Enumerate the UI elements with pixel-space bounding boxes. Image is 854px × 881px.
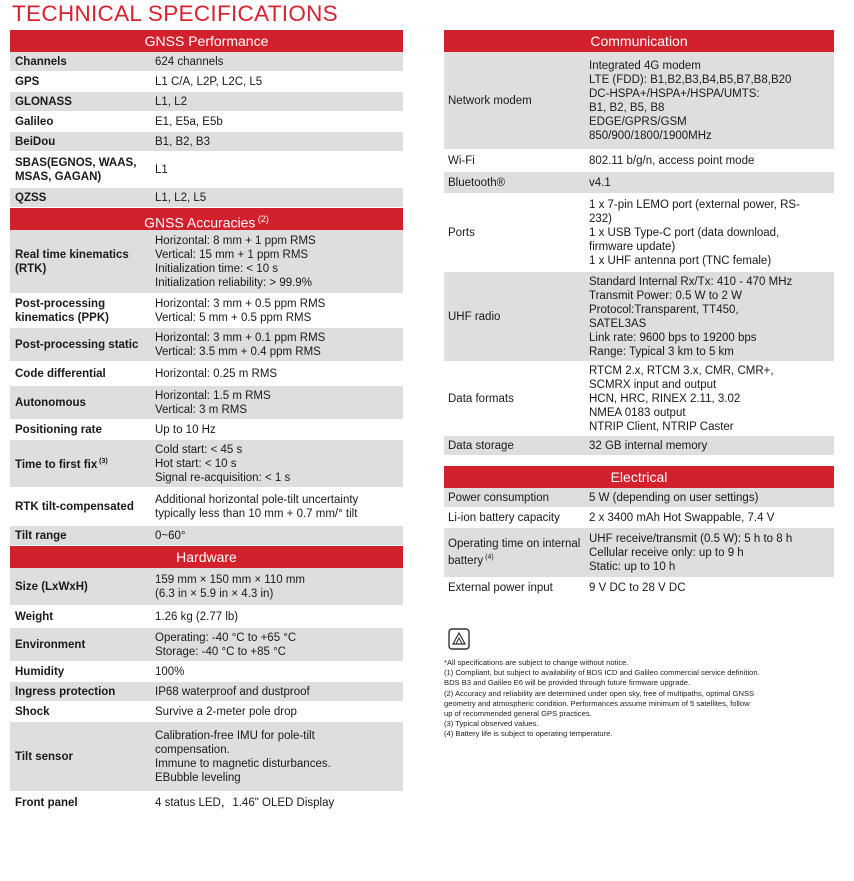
spec-row (10, 72, 403, 92)
spec-value (149, 234, 403, 290)
spec-label (10, 665, 149, 679)
spec-label (444, 226, 583, 240)
spec-value-line: Horizontal: 3 mm + 0.1 ppm RMS (155, 331, 326, 344)
spec-row (10, 386, 403, 420)
spec-value-line: Horizontal: 1.5 m RMS (155, 389, 271, 402)
spec-row (444, 528, 834, 578)
spec-value-line: Calibration-free IMU for pole-tilt (155, 729, 315, 742)
spec-value-line: Up to 10 Hz (155, 423, 216, 436)
section-heading (10, 30, 403, 52)
spec-row (444, 488, 834, 508)
spec-value (149, 796, 403, 810)
section-heading-footnote-ref: (2) (255, 214, 269, 224)
spec-value (149, 729, 403, 785)
spec-label-text: Front panel (15, 796, 78, 809)
spec-row (444, 436, 834, 456)
compliance-mark-icon (448, 628, 470, 650)
spec-label (444, 581, 583, 595)
spec-value (149, 367, 403, 381)
spec-value (149, 665, 403, 679)
spec-label-text: GPS (15, 75, 40, 88)
spec-value (149, 115, 403, 129)
spec-value-line: B1, B2, B3 (155, 135, 210, 148)
spec-value-line: Integrated 4G modem (589, 59, 701, 72)
spec-value-line: SCMRX input and output (589, 378, 717, 391)
left-spec-column (10, 30, 403, 814)
spec-value-line: EDGE/GPRS/GSM (589, 115, 687, 128)
spec-value-line: Survive a 2-meter pole drop (155, 705, 297, 718)
spec-value-line: Storage: -40 °C to +85 °C (155, 645, 286, 658)
spec-value-line: 850/900/1800/1900MHz (589, 129, 712, 142)
spec-label-text: Real time kinematics (RTK) (15, 248, 129, 275)
spec-value-line: IP68 waterproof and dustproof (155, 685, 310, 698)
spec-label-text: UHF radio (448, 310, 501, 323)
spec-value-line: 4 status LED，1.46" OLED Display (155, 796, 335, 809)
spec-label (10, 367, 149, 381)
spec-row (444, 150, 834, 172)
spec-value-line: Protocol:Transparent, TT450, (589, 303, 739, 316)
spec-value (149, 55, 403, 69)
spec-value (149, 75, 403, 89)
spec-label-footnote-ref: (3) (97, 458, 108, 466)
spec-value-line: HCN, HRC, RINEX 2.11, 3.02 (589, 392, 741, 405)
spec-label (10, 75, 149, 89)
spec-value-line: 5 W (depending on user settings) (589, 491, 759, 504)
spec-label (10, 638, 149, 652)
spec-value (583, 154, 834, 168)
spec-label (444, 176, 583, 190)
spec-value (583, 364, 834, 434)
spec-label (444, 491, 583, 505)
spec-value-line: 802.11 b/g/n, access point mode (589, 154, 755, 167)
spec-value (149, 610, 403, 624)
spec-value (583, 439, 834, 453)
spec-value (583, 491, 834, 505)
spec-value-line: Link rate: 9600 bps to 19200 bps (589, 331, 757, 344)
spec-value (583, 198, 834, 268)
spec-row (10, 662, 403, 682)
spec-value (149, 573, 403, 601)
spec-label (444, 439, 583, 453)
spec-value-line: 2 x 3400 mAh Hot Swappable, 7.4 V (589, 511, 775, 524)
spec-label (10, 115, 149, 129)
spec-row (10, 440, 403, 488)
spec-row (444, 578, 834, 598)
spec-label (444, 537, 583, 568)
spec-value (149, 331, 403, 359)
spec-label-text: Positioning rate (15, 423, 102, 436)
spec-label-text: Wi-Fi (448, 154, 475, 167)
spec-label (10, 191, 149, 205)
spec-value (583, 275, 834, 359)
spec-value-line: NMEA 0183 output (589, 406, 686, 419)
spec-value-line: Immune to magnetic disturbances. (155, 757, 331, 770)
spec-row (10, 328, 403, 362)
spec-value-line: Cellular receive only: up to 9 h (589, 546, 744, 559)
spec-label-text: Bluetooth® (448, 176, 506, 189)
spec-label (10, 685, 149, 699)
spec-value-line: 159 mm × 150 mm × 110 mm (155, 573, 305, 586)
spec-row (10, 606, 403, 628)
spec-label-text: Li-ion battery capacity (448, 511, 560, 524)
footnote-line: (4) Battery life is subject to operating temperature. (444, 729, 613, 739)
spec-value-line: SATEL3AS (589, 317, 647, 330)
spec-row (10, 152, 403, 188)
spec-label-text: Power consumption (448, 491, 549, 504)
spec-label (10, 135, 149, 149)
spec-value-line: 1 x UHF antenna port (TNC female) (589, 254, 772, 267)
spec-value-line: RTCM 2.x, RTCM 3.x, CMR, CMR+, (589, 364, 774, 377)
spec-label (10, 156, 149, 184)
spec-row (10, 628, 403, 662)
spec-value (149, 95, 403, 109)
spec-value-line: NTRIP Client, NTRIP Caster (589, 420, 734, 433)
spec-value (149, 423, 403, 437)
spec-row (10, 702, 403, 722)
spec-value-line: E1, E5a, E5b (155, 115, 223, 128)
spec-label (10, 423, 149, 437)
spec-value (583, 511, 834, 525)
spec-value-line: Static: up to 10 h (589, 560, 676, 573)
spec-value-line: compensation. (155, 743, 230, 756)
spec-value-line: L1, L2 (155, 95, 187, 108)
section-heading (10, 208, 403, 230)
spec-label-text: GLONASS (15, 95, 72, 108)
spec-value-line: Vertical: 5 mm + 0.5 ppm RMS (155, 311, 312, 324)
spec-value (149, 135, 403, 149)
spec-value-line: Initialization time: < 10 s (155, 262, 279, 275)
spec-label-text: SBAS(EGNOS, WAAS, MSAS, GAGAN) (15, 156, 137, 183)
spec-label (444, 511, 583, 525)
spec-value-line: UHF receive/transmit (0.5 W): 5 h to 8 h (589, 532, 793, 545)
footnote-line: BDS B3 and Galileo E6 will be provided through future firmware upgrade. (444, 678, 691, 688)
spec-value-line: Standard Internal Rx/Tx: 410 - 470 MHz (589, 275, 793, 288)
spec-row (10, 488, 403, 526)
spec-value (583, 176, 834, 190)
spec-value (149, 297, 403, 325)
spec-label (10, 580, 149, 594)
spec-label-text: Environment (15, 638, 86, 651)
spec-label-text: Weight (15, 610, 54, 623)
spec-value-line: 232) (589, 212, 613, 225)
spec-value (149, 493, 403, 521)
section-spacer (444, 456, 834, 466)
spec-label-text: Network modem (448, 94, 532, 107)
spec-label (10, 55, 149, 69)
spec-row (10, 294, 403, 328)
section-heading (444, 30, 834, 52)
spec-label-text: Shock (15, 705, 50, 718)
footnote-line: *All specifications are subject to change without notice. (444, 658, 629, 667)
spec-value-line: Horizontal: 3 mm + 0.5 ppm RMS (155, 297, 326, 310)
spec-label-footnote-ref: (4) (483, 554, 494, 562)
spec-label-text: Size (LxWxH) (15, 580, 88, 593)
spec-value-line: Horizontal: 0.25 m RMS (155, 367, 278, 380)
spec-row (444, 272, 834, 362)
spec-row (444, 172, 834, 194)
section-heading-text: Hardware (176, 549, 237, 565)
spec-label (444, 94, 583, 108)
spec-label (444, 392, 583, 406)
spec-label-text: Data storage (448, 439, 514, 452)
spec-label-text: Post-processing kinematics (PPK) (15, 297, 109, 324)
footnotes (444, 658, 844, 740)
footnote-line: (3) Typical observed values. (444, 719, 539, 729)
spec-label (10, 750, 149, 764)
spec-value-line: Signal re-acquisition: < 1 s (155, 471, 291, 484)
spec-value (149, 529, 403, 543)
spec-row (10, 792, 403, 814)
page-title: TECHNICAL SPECIFICATIONS (12, 1, 338, 26)
spec-row (444, 508, 834, 528)
spec-row (10, 722, 403, 792)
spec-row (10, 230, 403, 294)
spec-row (10, 682, 403, 702)
spec-value-line: 0~60° (155, 529, 186, 542)
spec-label (10, 95, 149, 109)
spec-label-text: BeiDou (15, 135, 56, 148)
spec-row (444, 194, 834, 272)
spec-value-line: v4.1 (589, 176, 611, 189)
right-spec-column (444, 30, 834, 598)
spec-value-line: Vertical: 3.5 mm + 0.4 ppm RMS (155, 345, 321, 358)
spec-label (10, 455, 149, 472)
spec-label (10, 610, 149, 624)
spec-value (149, 443, 403, 485)
spec-label (10, 338, 149, 352)
section-heading (10, 546, 403, 568)
spec-label (10, 396, 149, 410)
spec-value-line: L1 C/A, L2P, L2C, L5 (155, 75, 263, 88)
spec-value-line: L1 (155, 163, 168, 176)
spec-value-line: Cold start: < 45 s (155, 443, 243, 456)
spec-row (10, 92, 403, 112)
spec-value-line: Hot start: < 10 s (155, 457, 237, 470)
spec-row (10, 112, 403, 132)
spec-value-line: 624 channels (155, 55, 224, 68)
spec-label-text: QZSS (15, 191, 47, 204)
spec-label (10, 529, 149, 543)
spec-value-line: Vertical: 15 mm + 1 ppm RMS (155, 248, 309, 261)
spec-value (149, 191, 403, 205)
spec-value (149, 705, 403, 719)
footnote-line: up of recommended general GPS practices. (444, 709, 592, 719)
spec-row (10, 188, 403, 208)
spec-label-text: Galileo (15, 115, 54, 128)
spec-value-line: L1, L2, L5 (155, 191, 207, 204)
spec-label (10, 297, 149, 325)
spec-value-line: Operating: -40 °C to +65 °C (155, 631, 297, 644)
spec-label-text: Humidity (15, 665, 65, 678)
spec-value-line: LTE (FDD): B1,B2,B3,B4,B5,B7,B8,B20 (589, 73, 792, 86)
spec-value-line: Vertical: 3 m RMS (155, 403, 248, 416)
spec-value-line: EBubble leveling (155, 771, 241, 784)
spec-label (10, 500, 149, 514)
spec-value (149, 389, 403, 417)
spec-value-line: Transmit Power: 0.5 W to 2 W (589, 289, 742, 302)
section-heading-text: Communication (590, 33, 688, 49)
footnote-line: (1) Compliant, but subject to availability of BDS ICD and Galileo commercial service definition. (444, 668, 760, 678)
section-heading-text: Electrical (610, 469, 668, 485)
spec-row (444, 52, 834, 150)
spec-value-line: 1 x USB Type-C port (data download, (589, 226, 780, 239)
spec-label-text: Ingress protection (15, 685, 116, 698)
spec-value (149, 163, 403, 177)
spec-value (149, 685, 403, 699)
spec-row (10, 362, 403, 386)
spec-row (10, 420, 403, 440)
spec-label-text: Channels (15, 55, 67, 68)
spec-value-line: DC-HSPA+/HSPA+/HSPA/UMTS: (589, 87, 760, 100)
spec-label-text: Code differential (15, 367, 106, 380)
spec-label (444, 310, 583, 324)
spec-value-line: firmware update) (589, 240, 676, 253)
spec-label-text: Tilt sensor (15, 750, 73, 763)
spec-value-line: Horizontal: 8 mm + 1 ppm RMS (155, 234, 316, 247)
spec-label (10, 705, 149, 719)
spec-value-line: Additional horizontal pole-tilt uncertainty (155, 493, 359, 506)
spec-value-line: 1.26 kg (2.77 lb) (155, 610, 239, 623)
spec-value-line: Initialization reliability: > 99.9% (155, 276, 312, 289)
spec-label-text: Autonomous (15, 396, 86, 409)
spec-value-line: Range: Typical 3 km to 5 km (589, 345, 734, 358)
spec-row (444, 362, 834, 436)
spec-value (583, 532, 834, 574)
spec-row (10, 526, 403, 546)
spec-label-text: External power input (448, 581, 553, 594)
section-heading-text: GNSS Performance (144, 33, 269, 49)
spec-value-line: typically less than 10 mm + 0.7 mm/° tilt (155, 507, 358, 520)
spec-label (10, 248, 149, 276)
spec-label-text: RTK tilt-compensated (15, 500, 134, 513)
spec-row (10, 132, 403, 152)
spec-label (10, 796, 149, 810)
spec-label-text: Ports (448, 226, 475, 239)
spec-value-line: B1, B2, B5, B8 (589, 101, 665, 114)
spec-label-text: Post-processing static (15, 338, 139, 351)
spec-label-text: Tilt range (15, 529, 67, 542)
footnote-line: (2) Accuracy and reliability are determined under open sky, free of multipaths, optimal GNSS (444, 688, 755, 698)
section-heading (444, 466, 834, 488)
spec-row (10, 568, 403, 606)
spec-value (149, 631, 403, 659)
spec-value-line: 9 V DC to 28 V DC (589, 581, 686, 594)
section-heading-text: GNSS Accuracies (144, 214, 256, 231)
spec-value-line: 100% (155, 665, 185, 678)
footnote-line: geometry and atmospheric condition. Performances assume minimum of 5 satellites, follow (444, 698, 750, 708)
spec-label-text: Data formats (448, 392, 514, 405)
spec-value (583, 581, 834, 595)
spec-label-text: Operating time on internal battery (448, 538, 581, 567)
spec-value (583, 59, 834, 143)
spec-row (10, 52, 403, 72)
spec-value-line: 1 x 7-pin LEMO port (external power, RS- (589, 198, 800, 211)
spec-value-line: (6.3 in × 5.9 in × 4.3 in) (155, 587, 274, 600)
spec-value-line: 32 GB internal memory (589, 439, 708, 452)
spec-label-text: Time to first fix (15, 458, 98, 471)
spec-label (444, 154, 583, 168)
